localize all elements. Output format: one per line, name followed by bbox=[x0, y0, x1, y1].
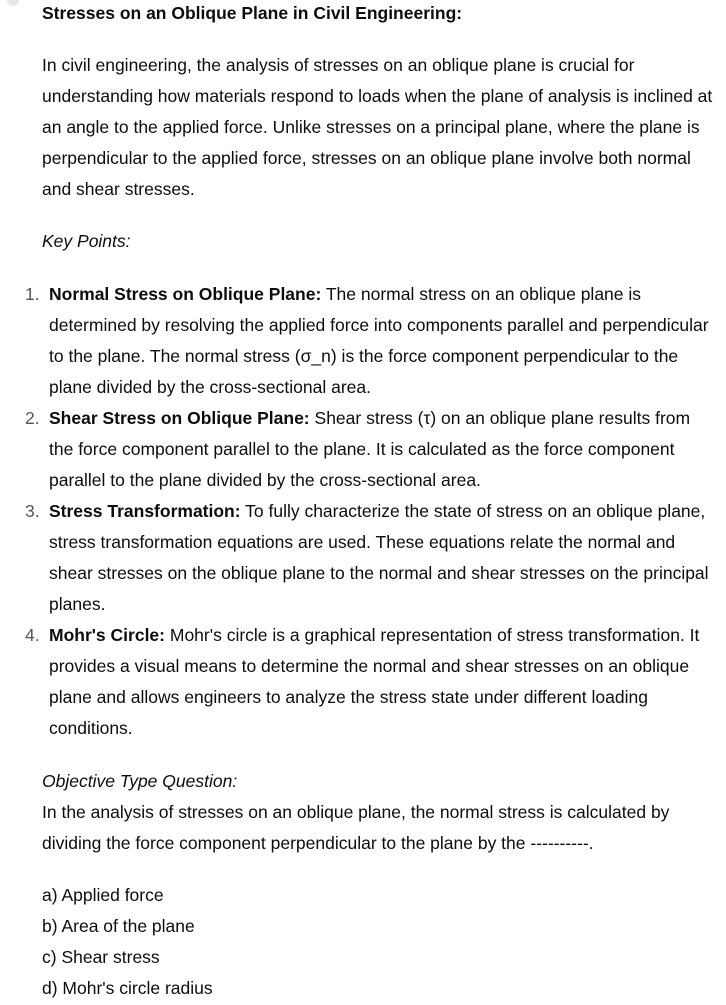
list-item bbox=[25, 620, 714, 744]
question-text: In the analysis of stresses on an oblique plane, the normal stress is calculated by dividing the force component perpendicular to the plane by the ----------. bbox=[42, 802, 670, 853]
list-number: 1. bbox=[25, 284, 40, 304]
intro-paragraph: In civil engineering, the analysis of stresses on an oblique plane is crucial for understanding how materials respond to loads when the plane of analysis is inclined at an angle to the applied force. Unlike stresses on a principal plane, where the plane is perpendicular to the applied force, stresses on an oblique plane involve both normal and shear stresses. bbox=[42, 55, 713, 199]
list-item bbox=[25, 279, 714, 403]
list-term: Shear Stress on Oblique Plane: bbox=[49, 408, 310, 428]
option-d: d) Mohr's circle radius bbox=[42, 978, 213, 998]
message-content bbox=[25, 0, 714, 1004]
list-text: To fully characterize the state of stress on an oblique plane, stress transformation equations are used. These equations relate the normal and shear stresses on the oblique plane to the normal and shear stresses on the principal planes. bbox=[49, 501, 709, 614]
list-number: 4. bbox=[25, 625, 40, 645]
option-a: a) Applied force bbox=[42, 885, 164, 905]
list-text: The normal stress on an oblique plane is determined by resolving the applied force into components parallel and perpendicular to the plane. The normal stress (σ_n) is the force component perpendicular to the plane divided by the cross-sectional area. bbox=[49, 284, 709, 397]
key-points-label: Key Points: bbox=[42, 231, 131, 251]
list-text: Shear stress (τ) on an oblique plane results from the force component parallel to the plane. It is calculated as the force component parallel to the plane divided by the cross-sectional area. bbox=[49, 408, 691, 490]
list-number: 3. bbox=[25, 501, 40, 521]
key-points-list bbox=[25, 279, 714, 744]
list-number: 2. bbox=[25, 408, 40, 428]
page-title: Stresses on an Oblique Plane in Civil Engineering: bbox=[42, 3, 463, 23]
list-term: Normal Stress on Oblique Plane: bbox=[49, 284, 322, 304]
option-c: c) Shear stress bbox=[42, 947, 160, 967]
list-text: Mohr's circle is a graphical representation of stress transformation. It provides a visual means to determine the normal and shear stresses on an oblique plane and allows engineers to analyze the stress state under different loading conditions. bbox=[49, 625, 700, 738]
avatar bbox=[7, 0, 19, 6]
list-term: Mohr's Circle: bbox=[49, 625, 165, 645]
objective-label: Objective Type Question: bbox=[42, 771, 238, 791]
list-item bbox=[25, 403, 714, 496]
option-b: b) Area of the plane bbox=[42, 916, 195, 936]
list-item bbox=[25, 496, 714, 620]
answer-options bbox=[42, 880, 714, 1004]
list-term: Stress Transformation: bbox=[49, 501, 241, 521]
